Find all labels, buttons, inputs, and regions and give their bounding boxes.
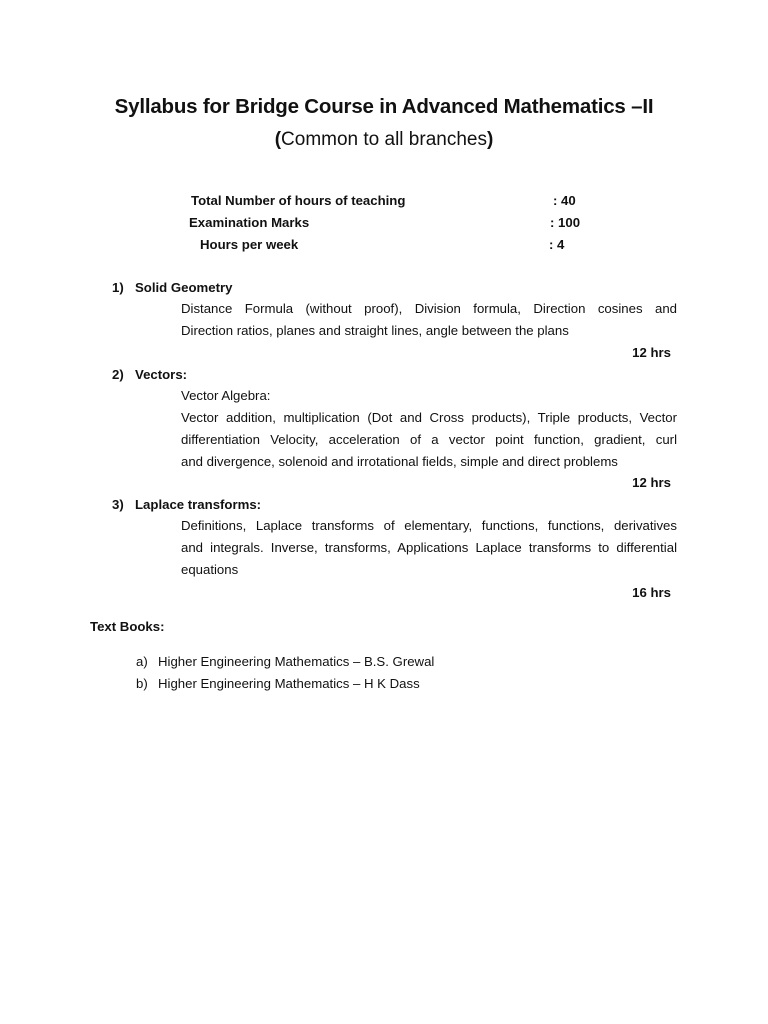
section-body bbox=[181, 515, 677, 581]
body-line: and integrals. Inverse, transforms, Applications Laplace transforms to differential bbox=[181, 540, 677, 555]
section-hours: 12 hrs bbox=[632, 345, 671, 360]
section-number: 2) bbox=[112, 367, 124, 382]
textbooks-heading: Text Books: bbox=[90, 619, 165, 634]
body-line: equations bbox=[181, 562, 239, 577]
subtitle-text: Common to all branches bbox=[281, 129, 487, 150]
section-body bbox=[181, 298, 677, 342]
body-line: Distance Formula (without proof), Division formula, Direction cosines and bbox=[181, 301, 677, 316]
textbook-letter: b) bbox=[136, 676, 148, 691]
section-heading-vectors bbox=[112, 367, 187, 382]
textbook-item bbox=[136, 676, 420, 691]
section-number: 1) bbox=[112, 280, 124, 295]
info-label: Examination Marks bbox=[189, 215, 310, 230]
textbook-title: Higher Engineering Mathematics – B.S. Grewal bbox=[158, 654, 435, 669]
info-value: : 4 bbox=[549, 237, 565, 252]
section-number: 3) bbox=[112, 497, 124, 512]
textbook-letter: a) bbox=[136, 654, 148, 669]
info-label: Total Number of hours of teaching bbox=[191, 193, 406, 208]
section-heading-solid-geometry bbox=[112, 280, 232, 295]
section-body bbox=[181, 385, 677, 473]
subtitle-open-paren: ( bbox=[274, 129, 282, 150]
section-title: Solid Geometry bbox=[135, 280, 233, 295]
body-line: differentiation Velocity, acceleration of a vector point function, gradient, curl bbox=[181, 432, 677, 447]
section-heading-laplace bbox=[112, 497, 261, 512]
body-line: Vector addition, multiplication (Dot and Cross products), Triple products, Vector bbox=[181, 410, 677, 425]
body-line: Definitions, Laplace transforms of elementary, functions, functions, derivatives bbox=[181, 518, 677, 533]
body-line: Vector Algebra: bbox=[181, 388, 271, 403]
subtitle-close-paren: ) bbox=[486, 129, 494, 150]
section-hours: 16 hrs bbox=[632, 585, 671, 600]
body-line: and divergence, solenoid and irrotational fields, simple and direct problems bbox=[181, 454, 618, 469]
section-title: Vectors: bbox=[135, 367, 188, 382]
textbook-title: Higher Engineering Mathematics – H K Dass bbox=[158, 676, 420, 691]
page-title: Syllabus for Bridge Course in Advanced Mathematics –II bbox=[114, 95, 654, 118]
info-value: : 40 bbox=[553, 193, 576, 208]
section-title: Laplace transforms: bbox=[135, 497, 262, 512]
page-subtitle bbox=[0, 129, 768, 151]
section-hours: 12 hrs bbox=[632, 475, 671, 490]
info-label: Hours per week bbox=[200, 237, 299, 252]
body-line: Direction ratios, planes and straight lines, angle between the plans bbox=[181, 323, 569, 338]
info-value: : 100 bbox=[550, 215, 581, 230]
textbook-item bbox=[136, 654, 434, 669]
